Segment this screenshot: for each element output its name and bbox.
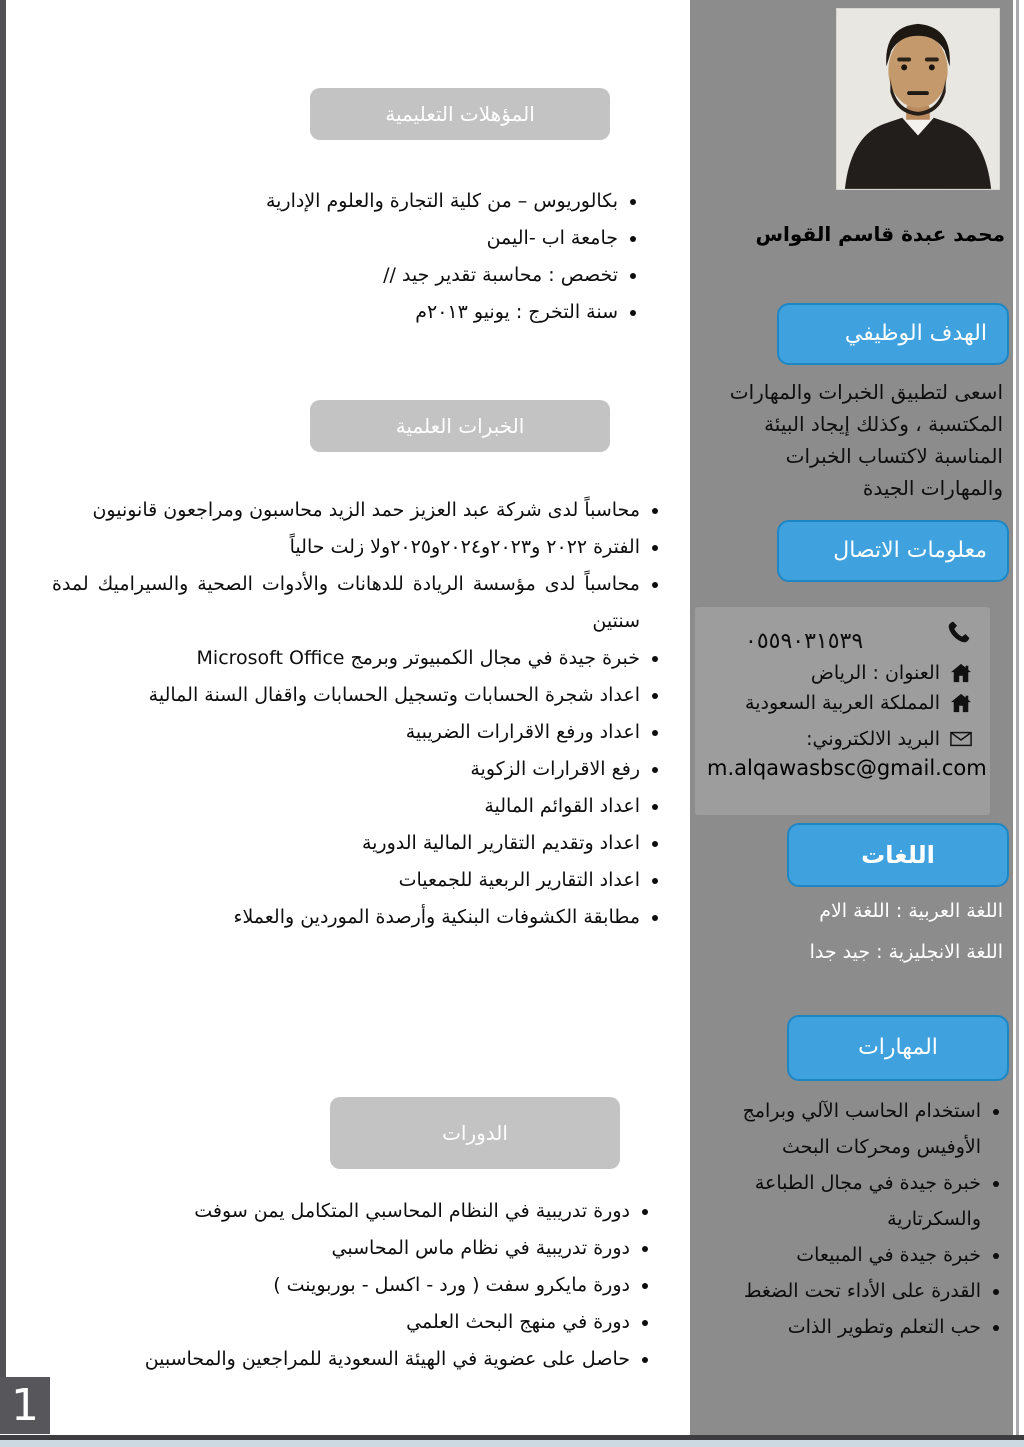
contact-info-box [695, 607, 990, 815]
list-item: • دورة في منهج البحث العلمي [62, 1304, 630, 1341]
objective-header [777, 303, 1009, 365]
envelope-icon [950, 731, 972, 747]
courses-section [6, 1097, 690, 1378]
contact-title: معلومات الاتصال [833, 538, 987, 563]
page-number: 1 [11, 1380, 39, 1431]
courses-section-title: الدورات [442, 1121, 508, 1145]
email-address: m.alqawasbsc@gmail.com [707, 756, 987, 780]
list-item: • اعداد وتقديم التقارير المالية الدورية [52, 825, 640, 862]
list-item: • الفترة ٢٠٢٢ و٢٠٢٣و٢٠٢٤و٢٠٢٥ولا زلت حالياً [52, 529, 640, 566]
objective-text: اسعى لتطبيق الخبرات والمهارات المكتسبة ، وكذلك إيجاد البيئة المناسبة لاكتساب الخبرات والمهارات الجيدة [729, 380, 1003, 500]
objective-title: الهدف الوظيفي [844, 321, 987, 346]
address-row [707, 662, 978, 684]
skills-list [695, 1093, 1007, 1345]
experience-section-title: الخبرات العلمية [395, 414, 525, 438]
phone-number: ٠٥٥٩٠٣١٥٣٩ [745, 629, 864, 654]
list-item: • تخصص : محاسبة تقدير جيد // [70, 257, 618, 294]
sidebar [690, 0, 1013, 1435]
house-icon [950, 663, 972, 683]
languages-title: اللغات [861, 841, 935, 869]
email-label: البريد الالكتروني: [806, 728, 940, 750]
education-section-header [310, 88, 610, 140]
portrait-illustration [837, 9, 999, 189]
experience-list [52, 492, 662, 936]
address-line: العنوان : الرياض [810, 662, 940, 684]
email-label-row [707, 728, 978, 750]
education-section [6, 88, 690, 331]
experience-section-header [310, 400, 610, 452]
address-row [707, 692, 978, 714]
list-item: • محاسباً لدى مؤسسة الريادة للدهانات والأدوات الصحية والسيراميك لمدة سنتين [52, 566, 640, 640]
language-item: اللغة الانجليزية : جيد جدا [809, 941, 1003, 963]
main-column [6, 0, 690, 1435]
profile-photo [836, 8, 1000, 190]
phone-receiver-icon [946, 619, 972, 645]
list-item: • اعداد شجرة الحسابات وتسجيل الحسابات واقفال السنة المالية [52, 677, 640, 714]
list-item: • دورة تدريبية في النظام المحاسبي المتكامل يمن سوفت [62, 1193, 630, 1230]
education-section-title: المؤهلات التعليمية [385, 102, 535, 126]
languages-header [787, 823, 1009, 887]
language-item: اللغة العربية : اللغة الام [819, 900, 1003, 922]
left-edge-bar [0, 0, 6, 1377]
list-item: • خبرة جيدة في مجال الطباعة والسكرتارية [695, 1165, 981, 1237]
list-item: • جامعة اب -اليمن [70, 220, 618, 257]
house-icon [950, 693, 972, 713]
list-item: • رفع الاقرارات الزكوية [52, 751, 640, 788]
list-item: • بكالوريوس – من كلية التجارة والعلوم الإدارية [70, 183, 618, 220]
list-item: • استخدام الحاسب الآلي وبرامج الأوفيس ومحركات البحث [695, 1093, 981, 1165]
list-item: • دورة مايكرو سفت ( ورد - اكسل - بوربوينت ) [62, 1267, 630, 1304]
list-item: • حاصل على عضوية في الهيئة السعودية للمراجعين والمحاسبين [62, 1341, 630, 1378]
bottom-edge-strip [0, 1440, 1024, 1447]
list-item: • مطابقة الكشوفات البنكية وأرصدة الموردين والعملاء [52, 899, 640, 936]
list-item: • سنة التخرج : يونيو ٢٠١٣م [70, 294, 618, 331]
list-item: • اعداد ورفع الاقرارات الضريبية [52, 714, 640, 751]
list-item: • القدرة على الأداء تحت الضغط [695, 1273, 981, 1309]
list-item: • اعداد القوائم المالية [52, 788, 640, 825]
courses-section-header [330, 1097, 620, 1169]
experience-section [6, 400, 690, 936]
contact-header [777, 520, 1009, 582]
list-item: • دورة تدريبية في نظام ماس المحاسبي [62, 1230, 630, 1267]
list-item: • خبرة جيدة في مجال الكمبيوتر وبرمج Microsoft Office [52, 640, 640, 677]
right-edge-line [1016, 0, 1019, 1435]
address-line: المملكة العربية السعودية [745, 692, 940, 714]
languages-list [690, 900, 1013, 982]
phone-row [707, 619, 978, 654]
list-item: • اعداد التقارير الربعية للجمعيات [52, 862, 640, 899]
skills-header [787, 1015, 1009, 1081]
page-number-badge [0, 1377, 50, 1434]
list-item: • خبرة جيدة في المبيعات [695, 1237, 981, 1273]
list-item: • محاسباً لدى شركة عبد العزيز حمد الزيد محاسبون ومراجعون قانونيون [52, 492, 640, 529]
education-list [70, 183, 640, 331]
courses-list [62, 1193, 652, 1378]
list-item: • حب التعلم وتطوير الذات [695, 1309, 981, 1345]
skills-title: المهارات [858, 1035, 938, 1060]
candidate-name: محمد عبدة قاسم القواس [755, 222, 1005, 246]
